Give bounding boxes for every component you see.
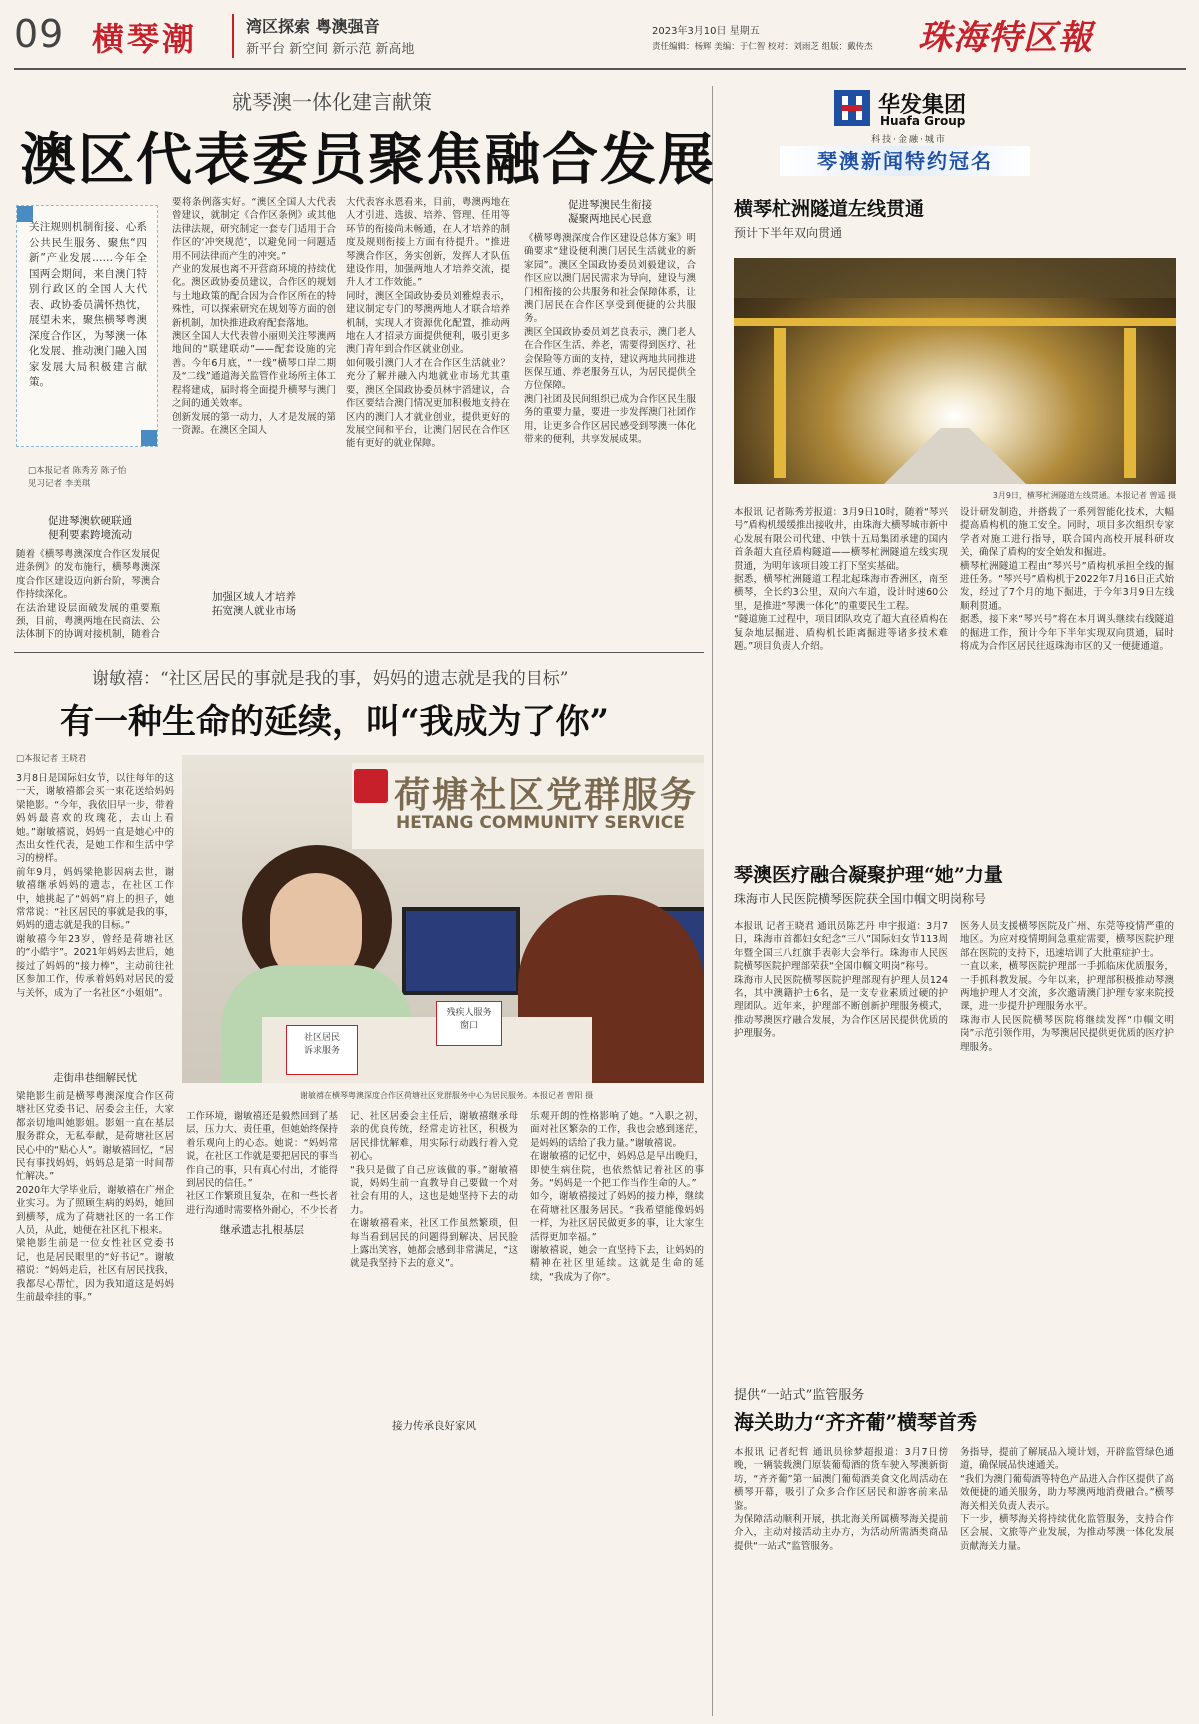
article1-headline: 澳区代表委员聚焦融合发展 [20, 127, 716, 193]
sponsor-brand-en: Huafa Group [880, 114, 966, 128]
article1-subhead-1: 促进琴澳软硬联通 便利要素跨境流动 [48, 515, 132, 541]
article-separator [14, 652, 704, 653]
article2-subhead-3: 接力传承良好家风 [392, 1420, 476, 1432]
section-title: 横琴潮 [92, 20, 198, 58]
sponsor-slogan: 科技·金融·城市 [871, 135, 947, 145]
article1-subhead-3: 促进琴澳民生衔接 凝聚两地民心民意 [568, 199, 652, 225]
issue-date: 2023年3月10日 星期五 [652, 26, 760, 37]
article1-lead: 关注规则机制衔接、心系公共民生服务、聚焦“四新”产业发展……今年全国两会期间，来自澳门特别行政区的全国人大代表、政协委员满怀热忱，展望未来，聚焦横琴粤澳深度合作区，为琴澳一体化发展、推动澳门融入国家发展大局积极建言献策。 [29, 221, 147, 388]
masthead-logo: 珠海特区報 [918, 18, 1093, 58]
photo-box: 残疾人服务 窗口 [436, 1001, 502, 1046]
header-divider [232, 14, 234, 58]
article4-col1: 本报讯 记者王晓君 通讯员陈艺丹 申宇报道：3月7日，珠海市首都妇女纪念“三八”国际妇女节113周年暨全国三八红旗手表彰大会举行。珠海市人民医院横琴医院护理部荣获“全国巾帼文明岗”称号。 珠海市人民医院横琴医院护理部现有护理人员124名，其中澳籍护士6名，是一支专业素质过硬的护理团队。近年来，护理部不断创新护理服务模式，推动琴澳医疗融合发展，为合作区居民提供优质的护理服务。 [734, 921, 948, 1040]
article2-col2: 梁艳影生前是横琴粤澳深度合作区荷塘社区党委书记、居委会主任，大家都亲切地叫她影姐。影姐一直在基层服务群众，无私奉献，是荷塘社区居民心中的“贴心人”。谢敏禧回忆，“居民有事找妈妈，妈妈总是第一时间帮忙解决。” 2020年大学毕业后，谢敏禧在广州企业实习。为了照顾生病的妈妈，她回到横琴，成为了荷塘社区的一名工作人员，从此，她便在社区扎下根来。 梁艳影生前是一位女性社区党委书记，也是居民眼里的“好书记”。谢敏禧说：“妈妈走后，社区有居民找我，我都尽心帮忙，因为我知道这是妈妈生前最牵挂的事。” [16, 1091, 174, 1304]
article2-headline: 有一种生命的延续，叫“我成为了你” [60, 702, 610, 742]
photo-card: 社区居民 诉求服务 [286, 1025, 358, 1075]
huafa-logo-icon [834, 90, 870, 126]
article2-col1: 3月8日是国际妇女节，以往每年的这一天，谢敏禧都会买一束花送给妈妈梁艳影。“今年，我依旧早一步，带着妈妈最喜欢的玫瑰花，去山上看她。”谢敏禧说，妈妈一直是她心中的杰出女性代表，是她工作和生活中学习的榜样。 前年9月，妈妈梁艳影因病去世，谢敏禧继承妈妈的遗志，在社区工作中，她挑起了“妈妈”肩上的担子，她常常说：“社区居民的事就是我的事，妈妈的遗志就是我的目标。” 谢敏禧今年23岁，曾经是荷塘社区的“小皓宇”。2021年妈妈去世后，她接过了妈妈的“接力棒”，主动前往社区参加工作，传承着妈妈对居民的爱与关怀，成为了一名社区“小姐姐”。 [16, 773, 174, 999]
sponsor-brand-cn: 华发集团 [878, 93, 967, 118]
page-number: 09 [14, 12, 65, 56]
column-divider [712, 86, 713, 1716]
tunnel-ceiling [734, 258, 1176, 298]
community-service-photo [182, 755, 704, 1083]
editors-credit: 责任编辑：杨辉 美编：于仁智 校对：刘雨芝 组版：戴传杰 [652, 42, 873, 52]
article1-kicker: 就琴澳一体化建言献策 [232, 90, 432, 114]
tunnel-crossbeam [734, 318, 1176, 326]
monitor-left [402, 907, 520, 995]
article2-subhead-2: 继承遗志扎根基层 [220, 1224, 304, 1236]
tunnel-beam-left [774, 328, 786, 478]
article2-subhead-1: 走街串巷细解民忧 [53, 1072, 137, 1084]
article5-col2: 务指导，提前了解展品入境计划，开辟监管绿色通道，确保展品快速通关。 “我们为澳门葡萄酒等特色产品进入合作区提供了高效便捷的通关服务，助力琴澳两地消费融合。”横琴海关相关负责人表示。 下一步，横琴海关将持续优化监管服务，支持合作区会展、文旅等产业发展，为推动琴澳一体化发展贡献海关力量。 [960, 1447, 1174, 1552]
article1-byline: □本报记者 陈秀芳 陈子怡 见习记者 李美琪 [28, 466, 127, 489]
article5-col1: 本报讯 记者纪哲 通讯员徐梦超报道：3月7日傍晚，一辆装载澳门原装葡萄酒的货车驶入琴澳新街坊，“齐齐葡”第一届澳门葡萄酒美食文化周活动在横琴开幕，吸引了众多合作区居民和游客前来品鉴。 为保障活动顺利开展，拱北海关所属横琴海关提前介入，主动对接活动主办方，为活动所需酒类商品提供“一站式”监管服务。 [734, 1447, 948, 1552]
article3-caption: 3月9日，横琴杧洲隧道左线贯通。本报记者 曾遥 摄 [992, 491, 1176, 500]
article2-col5: 乐观开朗的性格影响了她。“入职之初，面对社区繁杂的工作，我也会感到迷茫，是妈妈的话给了我力量。”谢敏禧说。 在谢敏禧的记忆中，妈妈总是早出晚归，即使生病住院，也依然惦记着社区的事务。“妈妈是一个把工作当作生命的人。” 如今，谢敏禧接过了妈妈的接力棒，继续在荷塘社区服务居民。“我希望能像妈妈一样，为社区居民做更多的事，让大家生活得更加幸福。” 谢敏禧说，她会一直坚持下去，让妈妈的精神在社区里延续。这就是生命的延续，“我成为了你”。 [530, 1111, 704, 1283]
photo-sign-en: HETANG COMMUNITY SERVICE [396, 813, 685, 833]
tunnel-photo [734, 258, 1176, 484]
party-emblem-icon [354, 769, 388, 803]
article1-col4: 《横琴粤澳深度合作区建设总体方案》明确要求“建设便利澳门居民生活就业的新家园”。澳区全国政协委员刘毅建议，合作区应以澳门居民需求为导向，建设与澳门相衔接的公共服务和社会保障体系，让澳门居民在合作区享受到便捷的公共服务。 澳区全国政协委员刘艺良表示，澳门老人在合作区生活、养老，需要得到医疗、社会保险等方面的支持，建议两地共同推进医保互通、养老服务互认，为居民提供全方位保障。 澳门社团及民间组织已成为合作区民生服务的重要力量，要进一步发挥澳门社团作用，让更多合作区居民感受到琴澳一体化带来的便利，共享发展成果。 [524, 233, 696, 446]
tunnel-beam-right [1124, 328, 1136, 478]
header-tagline: 湾区探索 粤澳强音 [246, 17, 380, 36]
article3-col2: 设计研发制造，并搭载了一系列智能化技术，大幅提高盾构机的施工安全。同时，项目多次组织专家学者对施工进行指导，联合国内高校开展科研攻关，确保了盾构的安全始发和掘进。 横琴杧洲隧道工程由“琴兴号”盾构机承担全线的掘进任务。“琴兴号”盾构机于2022年7月16日正式始发，经过了7个月的地下掘进，于今年3月9日左线顺利贯通。 据悉，接下来“琴兴号”将在本月调头继续右线隧道的掘进工作，预计今年下半年实现双向贯通，届时将成为合作区居民往返珠海市区的又一便捷通道。 [960, 507, 1174, 653]
article4-subtitle: 珠海市人民医院横琴医院获全国巾帼文明岗称号 [734, 892, 987, 906]
article1-col2: 要将条例落实好。“澳区全国人大代表曾建议，就制定《合作区条例》或其他法律法规，研究制定一套专门适用于合作区的‘冲突规范’，以避免同一问题适用不同法律而产生的冲突。” 产业的发展也离不开营商环境的持续优化。澳区政协委员建议，合作区的规划与土地政策的配合因为合作区所在的特殊性，可以探索研究在规划等方面的创新机制，加快推进政府配套落地。 澳区全国人大代表曾小丽则关注琴澳两地间的“联建联动”——配套设施的完善。今年6月底，“一线”横琴口岸二期及“二线”通道海关监管作业场所主体工程将建成，届时将全面提升横琴与澳门之间的通关效率。 创新发展的第一动力，人才是发展的第一资源。在澳区全国人 [172, 197, 336, 436]
article1-col3: 大代表容永恩看来，目前，粤澳两地在人才引进、选拔、培养、管理、任用等环节的衔接尚未畅通，在人才培养的制度及规则衔接上方面有待提升。“推进琴澳合作区，务实创新，发挥人才队伍建设作用，加强两地人才培养交流，提升人才工作效能。” 同时，澳区全国政协委员刘雅煌表示，建议制定专门的琴澳两地人才联合培养机制，实现人才资源优化配置，推动两地在人才招录方面提供便利，吸引更多澳门青年到合作区就业创业。 如何吸引澳门人才在合作区生活就业？充分了解并融入内地就业市场尤其重要，澳区全国政协委员林宇滔建议，合作区要结合澳门情况更加积极地支持在区内的澳门人才就业创业，提供更好的发展空间和平台，让澳门居民在合作区能有更好的就业保障。 [346, 197, 510, 450]
tunnel-floor [884, 428, 1026, 484]
header-keywords: 新平台 新空间 新示范 新高地 [246, 42, 415, 57]
article1-col2-tail [172, 622, 336, 642]
article3-subtitle: 预计下半年双向贯通 [734, 226, 843, 240]
lead-box [16, 205, 158, 447]
article5-kicker: 提供“一站式”监管服务 [734, 1388, 865, 1403]
sponsor-banner [780, 146, 1030, 176]
article2-kicker: 谢敏禧：“社区居民的事就是我的事，妈妈的遗志就是我的目标” [92, 669, 569, 689]
article1-col1: 随着《横琴粤澳深度合作区发展促进条例》的发布施行，横琴粤澳深度合作区建设迈向新台阶，琴澳合作持续深化。 在法治建设层面破发展的重要瓶颈，目前，粤澳两地在民商法、公法体制下的协调对接机制，随着合 [16, 549, 160, 640]
header-rule [14, 68, 1186, 70]
sponsor-banner-text: 琴澳新闻特约冠名 [817, 149, 993, 173]
article5-headline: 海关助力“齐齐葡”横琴首秀 [734, 1410, 978, 1434]
article2-byline: □本报记者 王晓君 [16, 754, 87, 764]
article1-subhead-2: 加强区域人才培养 拓宽澳人就业市场 [212, 591, 296, 617]
photo-sign-cn: 荷塘社区党群服务 [394, 774, 699, 816]
article4-col2: 医务人员支援横琴医院及广州、东莞等疫情严重的地区。为应对疫情期间急重症需要，横琴医院护理部在医院的支持下，迅速培训了大批重症护士。 一直以来，横琴医院护理部一手抓临床优质服务，一手抓科教发展。今年以来，护理部积极推动琴澳两地护理人才交流，多次邀请澳门护理专家来院授课，进一步提升护理服务水平。 珠海市人民医院横琴医院将继续发挥“巾帼文明岗”示范引领作用，为琴澳居民提供更优质的医疗护理服务。 [960, 921, 1174, 1053]
article2-col3-cont [186, 1242, 338, 1720]
article2-caption: 谢敏禧在横琴粤澳深度合作区荷塘社区党群服务中心为居民服务。本报记者 曾阳 摄 [300, 1091, 594, 1100]
article3-col1: 本报讯 记者陈秀芳报道：3月9日10时，随着“琴兴号”盾构机缓缓推出接收井，由珠海大横琴城市新中心发展有限公司代建、中铁十五局集团承建的国内首条超大直径盾构隧道——横琴杧洲隧道左线实现贯通，为明年该项目竣工打下坚实基础。 据悉，横琴杧洲隧道工程北起珠海市香洲区，南至横琴，全长约3公里，双向六车道，设计时速60公里，是推进“琴澳一体化”的重要民生工程。 “隧道施工过程中，项目团队攻克了超大直径盾构在复杂地层掘进、盾构机长距离掘进等诸多技术难题。”项目负责人介绍。 [734, 507, 948, 653]
article3-headline: 横琴杧洲隧道左线贯通 [734, 198, 925, 220]
article2-col3: 工作环境，谢敏禧还是毅然回到了基层，压力大、责任重，但她始终保持着乐观向上的心态。她说：“妈妈常说，在社区工作就是要把居民的事当作自己的事，只有真心付出，才能得到居民的信任。” 社区工作繁琐且复杂，在和一些长者进行沟通时需要格外耐心，不少长者 [186, 1111, 338, 1216]
article2-col4: 记、社区居委会主任后，谢敏禧继承母亲的优良传统，经常走访社区，积极为居民排忧解难，用实际行动践行着入党初心。 “我只是做了自己应该做的事。”谢敏禧说，妈妈生前一直教导自己要做一个对社会有用的人，这也是她坚持下去的动力。 在谢敏禧看来，社区工作虽然繁琐，但每当看到居民的问题得到解决、居民脸上露出笑容，她都会感到非常满足，“这就是我坚持下去的意义”。 [350, 1111, 518, 1270]
article4-headline: 琴澳医疗融合凝聚护理“她”力量 [734, 864, 1003, 886]
